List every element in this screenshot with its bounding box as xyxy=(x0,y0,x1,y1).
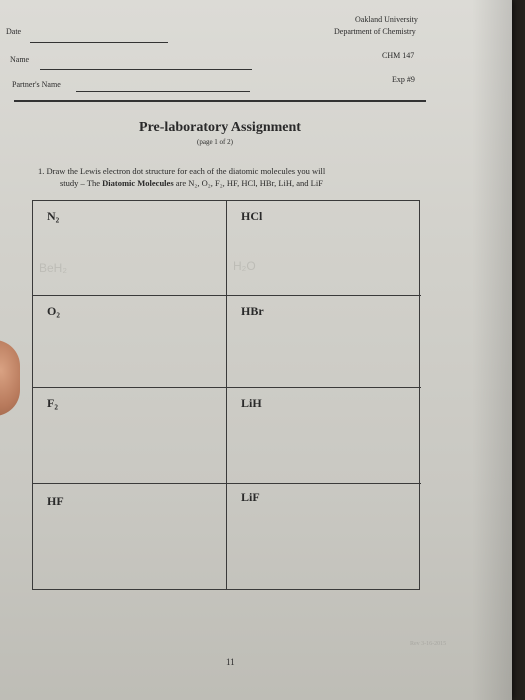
bleed-through-text: BeH₂ xyxy=(39,261,68,275)
name-line xyxy=(40,69,252,70)
assignment-title: Pre-laboratory Assignment xyxy=(139,120,301,135)
university-name: Oakland University xyxy=(355,15,418,24)
answer-box-hf[interactable] xyxy=(33,484,227,589)
molecule-label-f2: F₂ xyxy=(47,396,58,410)
answer-box-lih[interactable] xyxy=(227,388,421,484)
bleed-through-text: H₂O xyxy=(233,259,256,273)
course-code: CHM 147 xyxy=(382,51,415,60)
question-text-line2 xyxy=(60,178,323,188)
question-line2-suffix: are N₂, O₂, F₂, HF, HCl, HBr, LiH, and LiF xyxy=(173,178,323,188)
molecule-label-hbr: HBr xyxy=(241,304,264,318)
name-label: Name xyxy=(10,55,30,64)
paper-edge-shadow xyxy=(472,0,512,700)
question-line2-prefix: study – The xyxy=(60,178,103,188)
lewis-structure-grid xyxy=(32,200,420,590)
experiment-number: Exp #9 xyxy=(392,75,415,84)
assignment-subtitle: (page 1 of 2) xyxy=(197,138,233,146)
answer-box-n2[interactable] xyxy=(33,201,227,296)
molecule-label-o2: O₂ xyxy=(47,304,60,318)
molecule-label-n2: N₂ xyxy=(47,209,60,223)
answer-box-hcl[interactable] xyxy=(227,201,421,296)
molecule-label-lih: LiH xyxy=(241,396,262,410)
partner-name-line xyxy=(76,91,250,92)
question-text-line1: 1. Draw the Lewis electron dot structure for each of the diatomic molecules you will xyxy=(38,166,326,176)
department-name: Department of Chemistry xyxy=(334,27,416,36)
partner-name-label: Partner's Name xyxy=(12,80,61,89)
date-label: Date xyxy=(6,27,22,36)
answer-box-lif[interactable] xyxy=(227,484,421,589)
page-number: 11 xyxy=(226,657,235,667)
date-line xyxy=(30,42,168,43)
answer-box-hbr[interactable] xyxy=(227,296,421,388)
question-line2-bold: Diatomic Molecules xyxy=(102,178,174,188)
answer-box-o2[interactable] xyxy=(33,296,227,388)
molecule-label-hf: HF xyxy=(47,494,64,508)
molecule-label-lif: LiF xyxy=(241,490,260,504)
revision-date: Rev 3-16-2015 xyxy=(410,641,447,647)
header-divider xyxy=(14,100,426,102)
answer-box-f2[interactable] xyxy=(33,388,227,484)
molecule-label-hcl: HCl xyxy=(241,209,263,223)
